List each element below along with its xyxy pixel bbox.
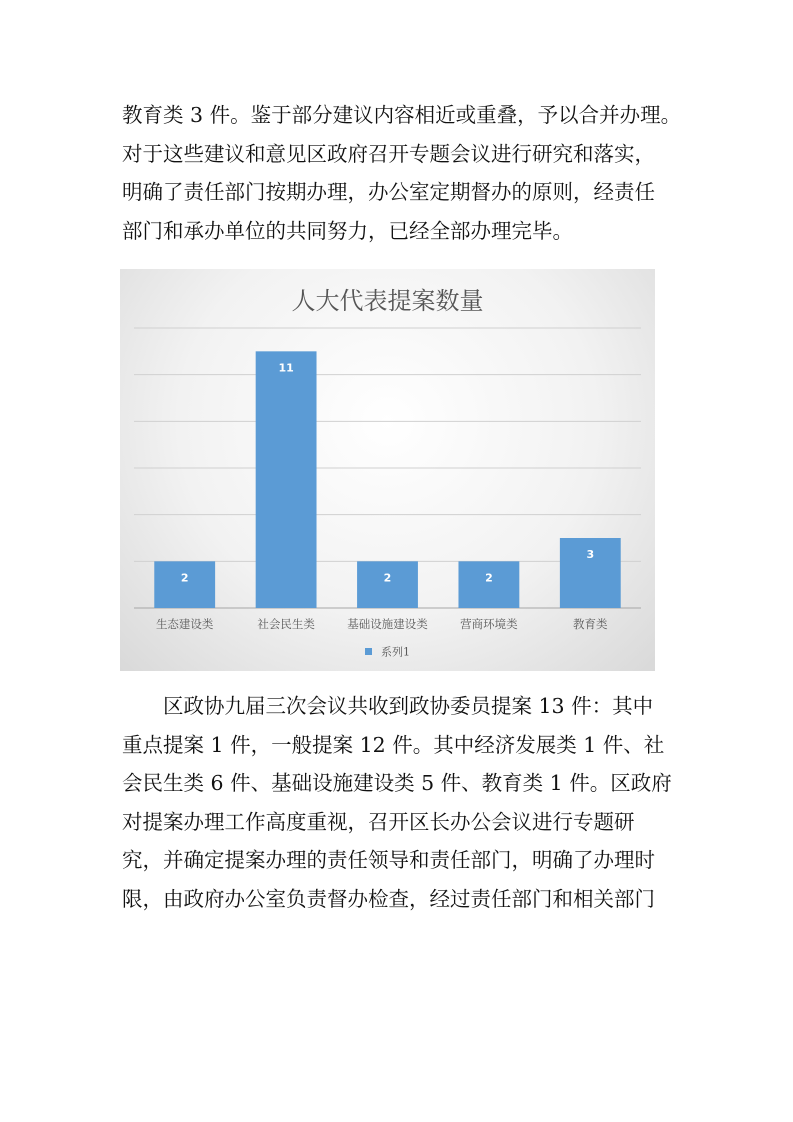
text-line: 对提案办理工作高度重视，召开区长办公会议进行专题研 — [122, 809, 635, 834]
legend-label: 系列1 — [381, 645, 411, 659]
text-line: 重点提案 1 件，一般提案 12 件。其中经济发展类 1 件、社 — [122, 732, 665, 757]
data-label: 11 — [278, 361, 294, 375]
paragraph-bottom — [122, 687, 682, 918]
bar — [357, 561, 418, 608]
bar-chart — [120, 269, 655, 671]
x-tick-label: 基础设施建设类 — [347, 617, 428, 631]
chart-plot — [120, 269, 655, 671]
bar — [458, 561, 519, 608]
text-line: 会民生类 6 件、基础设施建设类 5 件、教育类 1 件。区政府 — [122, 771, 672, 795]
chart-legend — [120, 641, 655, 660]
x-tick-label: 教育类 — [573, 617, 608, 631]
chart-title: 人大代表提案数量 — [291, 287, 484, 315]
paragraph-top — [122, 96, 682, 250]
data-label: 2 — [485, 571, 493, 585]
text-line: 教育类 3 件。鉴于部分建议内容相近或重叠，予以合并办理。 — [122, 103, 682, 127]
data-label: 3 — [586, 548, 595, 561]
text-line: 限，由政府办公室负责督办检查，经过责任部门和相关部门 — [122, 886, 655, 911]
x-tick-label: 生态建设类 — [155, 617, 214, 631]
data-label: 2 — [383, 571, 392, 585]
bar — [256, 351, 317, 608]
text-line: 对于这些建议和意见区政府召开专题会议进行研究和落实， — [122, 141, 655, 166]
text-line: 究，并确定提案办理的责任领导和责任部门，明确了办理时 — [122, 848, 655, 872]
x-tick-label: 营商环境类 — [460, 617, 518, 631]
text-line: 部门和承办单位的共同努力，已经全部办理完毕。 — [122, 218, 573, 243]
bar — [154, 561, 215, 608]
text-line: 区政协九届三次会议共收到政协委员提案 13 件：其中 — [163, 694, 654, 718]
legend-swatch — [365, 648, 372, 655]
text-line: 明确了责任部门按期办理，办公室定期督办的原则，经责任 — [122, 180, 655, 204]
data-label: 2 — [180, 571, 189, 585]
x-tick-label: 社会民生类 — [257, 617, 315, 631]
